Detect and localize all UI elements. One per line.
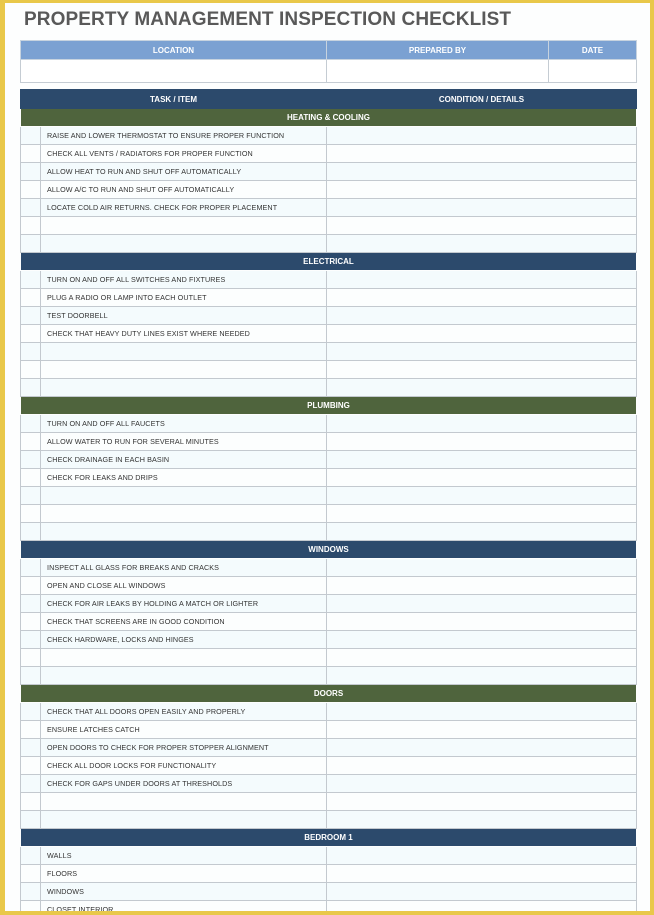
check-cell[interactable] bbox=[21, 343, 41, 361]
task-item-cell[interactable]: CHECK THAT HEAVY DUTY LINES EXIST WHERE NEEDED bbox=[41, 325, 327, 343]
condition-details-cell[interactable] bbox=[327, 145, 637, 163]
condition-details-cell[interactable] bbox=[327, 703, 637, 721]
task-item-cell[interactable]: ALLOW A/C TO RUN AND SHUT OFF AUTOMATICALLY bbox=[41, 181, 327, 199]
table-row bbox=[21, 343, 637, 361]
table-row bbox=[21, 793, 637, 811]
section-header-row bbox=[21, 253, 637, 271]
check-cell[interactable] bbox=[21, 271, 41, 289]
section-header-row bbox=[21, 541, 637, 559]
location-header: LOCATION bbox=[21, 41, 327, 60]
section-title: DOORS bbox=[21, 685, 637, 703]
check-cell[interactable] bbox=[21, 883, 41, 901]
table-row bbox=[21, 721, 637, 739]
task-item-cell[interactable]: CHECK THAT ALL DOORS OPEN EASILY AND PROPERLY bbox=[41, 703, 327, 721]
check-cell[interactable] bbox=[21, 703, 41, 721]
table-row bbox=[21, 451, 637, 469]
check-cell[interactable] bbox=[21, 451, 41, 469]
section-windows bbox=[21, 541, 637, 685]
check-cell[interactable] bbox=[21, 199, 41, 217]
task-item-cell[interactable]: ENSURE LATCHES CATCH bbox=[41, 721, 327, 739]
task-item-cell[interactable]: OPEN DOORS TO CHECK FOR PROPER STOPPER ALIGNMENT bbox=[41, 739, 327, 757]
task-item-cell[interactable]: TURN ON AND OFF ALL SWITCHES AND FIXTURES bbox=[41, 271, 327, 289]
section-title: BEDROOM 1 bbox=[21, 829, 637, 847]
task-item-cell[interactable]: FLOORS bbox=[41, 865, 327, 883]
condition-details-cell[interactable] bbox=[327, 577, 637, 595]
table-row bbox=[21, 739, 637, 757]
table-row bbox=[21, 307, 637, 325]
table-row bbox=[21, 433, 637, 451]
table-row bbox=[21, 847, 637, 865]
table-row bbox=[21, 289, 637, 307]
section-title: PLUMBING bbox=[21, 397, 637, 415]
condition-details-cell[interactable] bbox=[327, 901, 637, 912]
condition-details-cell[interactable] bbox=[327, 433, 637, 451]
condition-details-cell[interactable] bbox=[327, 271, 637, 289]
task-item-cell[interactable] bbox=[41, 649, 327, 667]
condition-details-cell[interactable] bbox=[327, 127, 637, 145]
condition-details-cell[interactable] bbox=[327, 793, 637, 811]
task-item-cell[interactable]: WALLS bbox=[41, 847, 327, 865]
table-row bbox=[21, 163, 637, 181]
table-row bbox=[21, 181, 637, 199]
condition-details-cell[interactable] bbox=[327, 325, 637, 343]
check-cell[interactable] bbox=[21, 865, 41, 883]
condition-details-cell[interactable] bbox=[327, 361, 637, 379]
condition-details-cell[interactable] bbox=[327, 523, 637, 541]
task-item-cell[interactable]: PLUG A RADIO OR LAMP INTO EACH OUTLET bbox=[41, 289, 327, 307]
table-row bbox=[21, 811, 637, 829]
task-item-cell[interactable]: CHECK FOR AIR LEAKS BY HOLDING A MATCH OR LIGHTER bbox=[41, 595, 327, 613]
task-item-cell[interactable]: CHECK DRAINAGE IN EACH BASIN bbox=[41, 451, 327, 469]
task-item-header: TASK / ITEM bbox=[21, 90, 327, 109]
table-row bbox=[21, 271, 637, 289]
table-row bbox=[21, 865, 637, 883]
section-bedroom-1 bbox=[21, 829, 637, 912]
check-cell[interactable] bbox=[21, 775, 41, 793]
condition-details-cell[interactable] bbox=[327, 667, 637, 685]
table-row bbox=[21, 505, 637, 523]
check-cell[interactable] bbox=[21, 307, 41, 325]
task-item-cell[interactable] bbox=[41, 811, 327, 829]
table-row bbox=[21, 379, 637, 397]
task-item-cell[interactable]: CHECK FOR GAPS UNDER DOORS AT THRESHOLDS bbox=[41, 775, 327, 793]
table-row bbox=[21, 883, 637, 901]
check-cell[interactable] bbox=[21, 613, 41, 631]
table-row bbox=[21, 127, 637, 145]
table-row bbox=[21, 577, 637, 595]
check-cell[interactable] bbox=[21, 145, 41, 163]
task-item-cell[interactable] bbox=[41, 667, 327, 685]
task-item-cell[interactable]: OPEN AND CLOSE ALL WINDOWS bbox=[41, 577, 327, 595]
check-cell[interactable] bbox=[21, 289, 41, 307]
task-item-cell[interactable]: ALLOW WATER TO RUN FOR SEVERAL MINUTES bbox=[41, 433, 327, 451]
table-row bbox=[21, 757, 637, 775]
condition-details-cell[interactable] bbox=[327, 289, 637, 307]
section-title: ELECTRICAL bbox=[21, 253, 637, 271]
check-cell[interactable] bbox=[21, 559, 41, 577]
prepared-by-header: PREPARED BY bbox=[327, 41, 549, 60]
table-row bbox=[21, 901, 637, 912]
section-electrical bbox=[21, 253, 637, 397]
table-row bbox=[21, 235, 637, 253]
table-row bbox=[21, 199, 637, 217]
table-row bbox=[21, 595, 637, 613]
checklist-header-row bbox=[21, 90, 637, 109]
condition-details-cell[interactable] bbox=[327, 775, 637, 793]
check-cell[interactable] bbox=[21, 163, 41, 181]
task-item-cell[interactable]: TEST DOORBELL bbox=[41, 307, 327, 325]
check-cell[interactable] bbox=[21, 235, 41, 253]
task-item-cell[interactable]: ALLOW HEAT TO RUN AND SHUT OFF AUTOMATICALLY bbox=[41, 163, 327, 181]
condition-details-cell[interactable] bbox=[327, 559, 637, 577]
check-cell[interactable] bbox=[21, 595, 41, 613]
condition-details-cell[interactable] bbox=[327, 649, 637, 667]
check-cell[interactable] bbox=[21, 127, 41, 145]
table-row bbox=[21, 703, 637, 721]
condition-details-cell[interactable] bbox=[327, 883, 637, 901]
section-header-row bbox=[21, 829, 637, 847]
condition-details-cell[interactable] bbox=[327, 505, 637, 523]
check-cell[interactable] bbox=[21, 433, 41, 451]
check-cell[interactable] bbox=[21, 415, 41, 433]
check-cell[interactable] bbox=[21, 667, 41, 685]
check-cell[interactable] bbox=[21, 523, 41, 541]
task-item-cell[interactable]: LOCATE COLD AIR RETURNS. CHECK FOR PROPER PLACEMENT bbox=[41, 199, 327, 217]
table-row bbox=[21, 613, 637, 631]
check-cell[interactable] bbox=[21, 847, 41, 865]
check-cell[interactable] bbox=[21, 577, 41, 595]
section-title: HEATING & COOLING bbox=[21, 109, 637, 127]
task-item-cell[interactable]: CHECK FOR LEAKS AND DRIPS bbox=[41, 469, 327, 487]
location-field[interactable] bbox=[21, 60, 327, 83]
check-cell[interactable] bbox=[21, 811, 41, 829]
condition-details-cell[interactable] bbox=[327, 343, 637, 361]
section-doors bbox=[21, 685, 637, 829]
checklist-page bbox=[5, 3, 650, 911]
table-row bbox=[21, 325, 637, 343]
condition-details-cell[interactable] bbox=[327, 217, 637, 235]
table-row bbox=[21, 415, 637, 433]
check-cell[interactable] bbox=[21, 469, 41, 487]
condition-details-cell[interactable] bbox=[327, 415, 637, 433]
date-field[interactable] bbox=[549, 60, 637, 83]
check-cell[interactable] bbox=[21, 739, 41, 757]
check-cell[interactable] bbox=[21, 217, 41, 235]
check-cell[interactable] bbox=[21, 649, 41, 667]
condition-details-cell[interactable] bbox=[327, 595, 637, 613]
condition-details-cell[interactable] bbox=[327, 487, 637, 505]
task-item-cell[interactable] bbox=[41, 505, 327, 523]
table-row bbox=[21, 631, 637, 649]
table-row bbox=[21, 775, 637, 793]
condition-details-cell[interactable] bbox=[327, 451, 637, 469]
check-cell[interactable] bbox=[21, 721, 41, 739]
table-row bbox=[21, 523, 637, 541]
condition-details-cell[interactable] bbox=[327, 721, 637, 739]
condition-details-cell[interactable] bbox=[327, 811, 637, 829]
condition-details-cell[interactable] bbox=[327, 307, 637, 325]
condition-details-cell[interactable] bbox=[327, 739, 637, 757]
info-table bbox=[20, 40, 637, 83]
section-title: WINDOWS bbox=[21, 541, 637, 559]
condition-details-header: CONDITION / DETAILS bbox=[327, 90, 637, 109]
section-heating-cooling bbox=[21, 109, 637, 253]
condition-details-cell[interactable] bbox=[327, 181, 637, 199]
check-cell[interactable] bbox=[21, 361, 41, 379]
check-cell[interactable] bbox=[21, 487, 41, 505]
task-item-cell[interactable] bbox=[41, 379, 327, 397]
task-item-cell[interactable]: CHECK HARDWARE, LOCKS AND HINGES bbox=[41, 631, 327, 649]
date-header: DATE bbox=[549, 41, 637, 60]
table-row bbox=[21, 559, 637, 577]
task-item-cell[interactable]: CHECK ALL DOOR LOCKS FOR FUNCTIONALITY bbox=[41, 757, 327, 775]
condition-details-cell[interactable] bbox=[327, 163, 637, 181]
prepared-by-field[interactable] bbox=[327, 60, 549, 83]
check-cell[interactable] bbox=[21, 757, 41, 775]
check-cell[interactable] bbox=[21, 505, 41, 523]
table-row bbox=[21, 469, 637, 487]
task-item-cell[interactable] bbox=[41, 361, 327, 379]
task-item-cell[interactable] bbox=[41, 523, 327, 541]
section-header-row bbox=[21, 685, 637, 703]
condition-details-cell[interactable] bbox=[327, 847, 637, 865]
table-row bbox=[21, 487, 637, 505]
condition-details-cell[interactable] bbox=[327, 235, 637, 253]
checklist-table bbox=[20, 89, 637, 911]
task-item-cell[interactable] bbox=[41, 793, 327, 811]
table-row bbox=[21, 145, 637, 163]
task-item-cell[interactable]: TURN ON AND OFF ALL FAUCETS bbox=[41, 415, 327, 433]
task-item-cell[interactable]: CHECK THAT SCREENS ARE IN GOOD CONDITION bbox=[41, 613, 327, 631]
task-item-cell[interactable]: WINDOWS bbox=[41, 883, 327, 901]
condition-details-cell[interactable] bbox=[327, 757, 637, 775]
page-title: PROPERTY MANAGEMENT INSPECTION CHECKLIST bbox=[24, 9, 512, 30]
check-cell[interactable] bbox=[21, 901, 41, 912]
task-item-cell[interactable]: INSPECT ALL GLASS FOR BREAKS AND CRACKS bbox=[41, 559, 327, 577]
task-item-cell[interactable]: CHECK ALL VENTS / RADIATORS FOR PROPER FUNCTION bbox=[41, 145, 327, 163]
condition-details-cell[interactable] bbox=[327, 865, 637, 883]
task-item-cell[interactable] bbox=[41, 487, 327, 505]
condition-details-cell[interactable] bbox=[327, 631, 637, 649]
section-plumbing bbox=[21, 397, 637, 541]
condition-details-cell[interactable] bbox=[327, 379, 637, 397]
table-row bbox=[21, 667, 637, 685]
task-item-cell[interactable]: RAISE AND LOWER THERMOSTAT TO ENSURE PROPER FUNCTION bbox=[41, 127, 327, 145]
table-row bbox=[21, 649, 637, 667]
table-row bbox=[21, 361, 637, 379]
check-cell[interactable] bbox=[21, 631, 41, 649]
task-item-cell[interactable] bbox=[41, 343, 327, 361]
task-item-cell[interactable] bbox=[41, 235, 327, 253]
table-row bbox=[21, 217, 637, 235]
check-cell[interactable] bbox=[21, 379, 41, 397]
task-item-cell[interactable] bbox=[41, 217, 327, 235]
check-cell[interactable] bbox=[21, 793, 41, 811]
section-header-row bbox=[21, 397, 637, 415]
info-value-row bbox=[21, 60, 637, 83]
task-item-cell[interactable]: CLOSET INTERIOR bbox=[41, 901, 327, 912]
check-cell[interactable] bbox=[21, 325, 41, 343]
condition-details-cell[interactable] bbox=[327, 613, 637, 631]
info-header-row bbox=[21, 41, 637, 60]
section-header-row bbox=[21, 109, 637, 127]
condition-details-cell[interactable] bbox=[327, 469, 637, 487]
condition-details-cell[interactable] bbox=[327, 199, 637, 217]
check-cell[interactable] bbox=[21, 181, 41, 199]
